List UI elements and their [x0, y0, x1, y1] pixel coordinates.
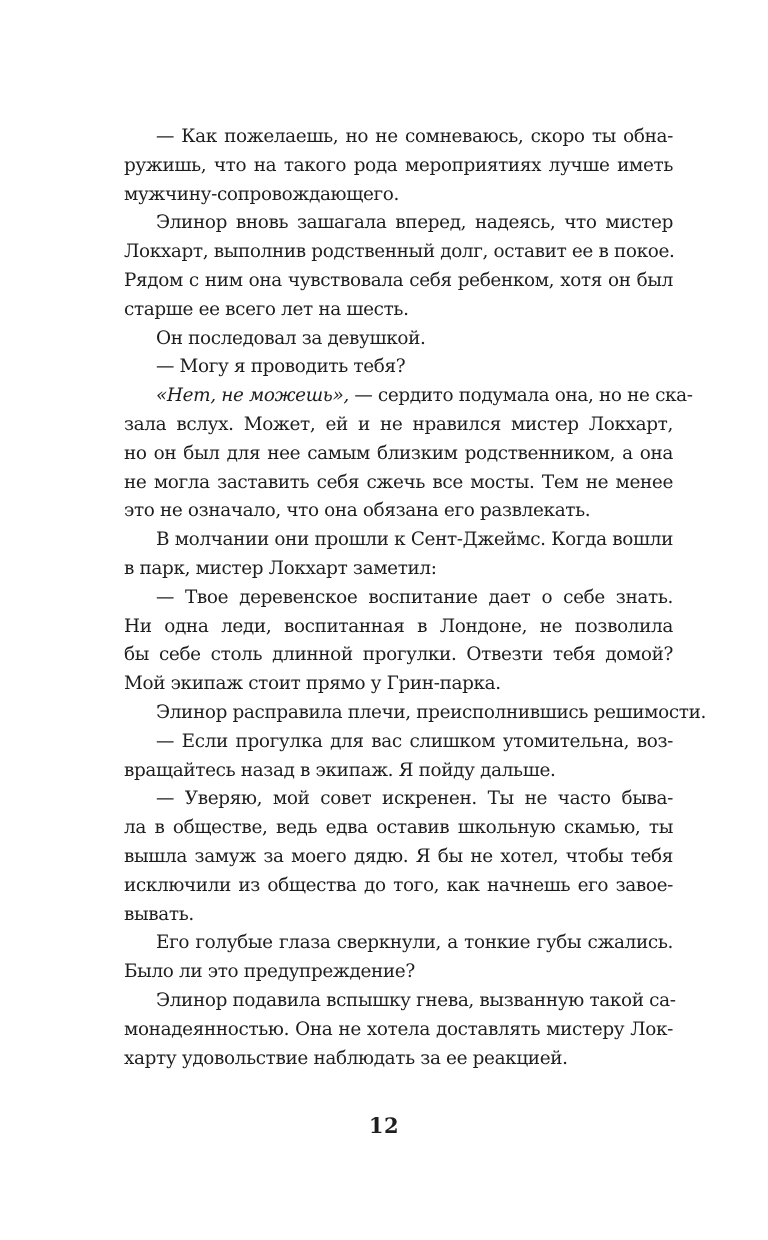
text-line: ла в обществе, ведь едва оставив школьную скамью, ты [124, 817, 673, 839]
text-line: Элинор вновь зашагала вперед, надеясь, что мистер [156, 212, 673, 234]
paragraph-4 [124, 353, 673, 382]
text-line: Рядом с ним она чувствовала себя ребенком, хотя он был [124, 269, 673, 291]
text-line: в парк, мистер Локхарт заметил: [124, 557, 437, 579]
text-line: Элинор расправила плечи, преисполнившись решимости. [156, 701, 707, 723]
text-line: вышла замуж за моего дядю. Я бы не хотел, чтобы тебя [124, 845, 673, 867]
paragraph-12 [124, 987, 676, 1073]
paragraph-2 [124, 209, 673, 324]
text-line: исключили из общества до того, как начнешь его завое- [124, 874, 673, 896]
text-line: мужчину-сопровождающего. [124, 183, 400, 205]
text-line: Было ли это предупреждение? [124, 961, 415, 983]
text-line: вывать. [124, 903, 194, 925]
text-line: — Могу я проводить тебя? [156, 356, 406, 378]
book-page-text [124, 123, 707, 1073]
text-line: это не означало, что она обязана его развлекать. [124, 500, 591, 522]
text-line: — Как пожелаешь, но не сомневаюсь, скоро ты обна- [156, 126, 673, 147]
text-line: Его голубые глаза сверкнули, а тонкие губы сжались. [156, 932, 673, 954]
text-fragment: — сердито подумала она, но не ска- [348, 385, 693, 407]
paragraph-1 [124, 123, 673, 209]
italic-thought: «Нет, не можешь», [156, 385, 349, 407]
text-line: — Уверяю, мой совет искренен. Ты не часто быва- [156, 788, 673, 810]
text-line: — Если прогулка для вас слишком утомительна, воз- [156, 730, 673, 752]
paragraph-11 [124, 929, 673, 987]
text-line: — Твое деревенское воспитание дает о себе знать. [156, 586, 673, 608]
paragraph-3 [124, 325, 673, 354]
text-line: В молчании они прошли к Сент-Джеймс. Когда вошли [156, 529, 673, 551]
paragraph-10 [124, 785, 673, 929]
text-line: Мой экипаж стоит прямо у Грин-парка. [124, 673, 501, 695]
text-line: харту удовольствие наблюдать за ее реакцией. [124, 1047, 568, 1069]
paragraph-9 [124, 728, 673, 786]
text-line: Ни одна леди, воспитанная в Лондоне, не позволила [124, 615, 673, 637]
text-line: вращайтесь назад в экипаж. Я пойду дальше. [124, 759, 556, 781]
text-line: зала вслух. Может, ей и не нравился мистер Локхарт, [124, 413, 673, 435]
paragraph-6 [124, 526, 673, 584]
text-line: монадеянностью. Она не хотела доставлять мистеру Лок- [124, 1018, 673, 1040]
paragraph-5 [124, 382, 693, 526]
text-line: бы себе столь длинной прогулки. Отвезти тебя домой? [124, 644, 673, 666]
text-line: Локхарт, выполнив родственный долг, оставит ее в покое. [124, 241, 675, 263]
text-line: не могла заставить себя сжечь все мосты. Тем не менее [124, 471, 673, 493]
text-line: Он последовал за девушкой. [156, 327, 426, 349]
text-line: но он был для нее самым близким родственником, а она [124, 442, 673, 464]
page-number: 12 [368, 1113, 400, 1138]
paragraph-8 [124, 699, 707, 728]
text-line: старше ее всего лет на шесть. [124, 298, 409, 320]
text-line: ружишь, что на такого рода мероприятиях лучше иметь [124, 154, 673, 176]
text-line [124, 382, 693, 411]
paragraph-7 [124, 584, 673, 699]
text-line: Элинор подавила вспышку гнева, вызванную такой са- [156, 989, 676, 1011]
